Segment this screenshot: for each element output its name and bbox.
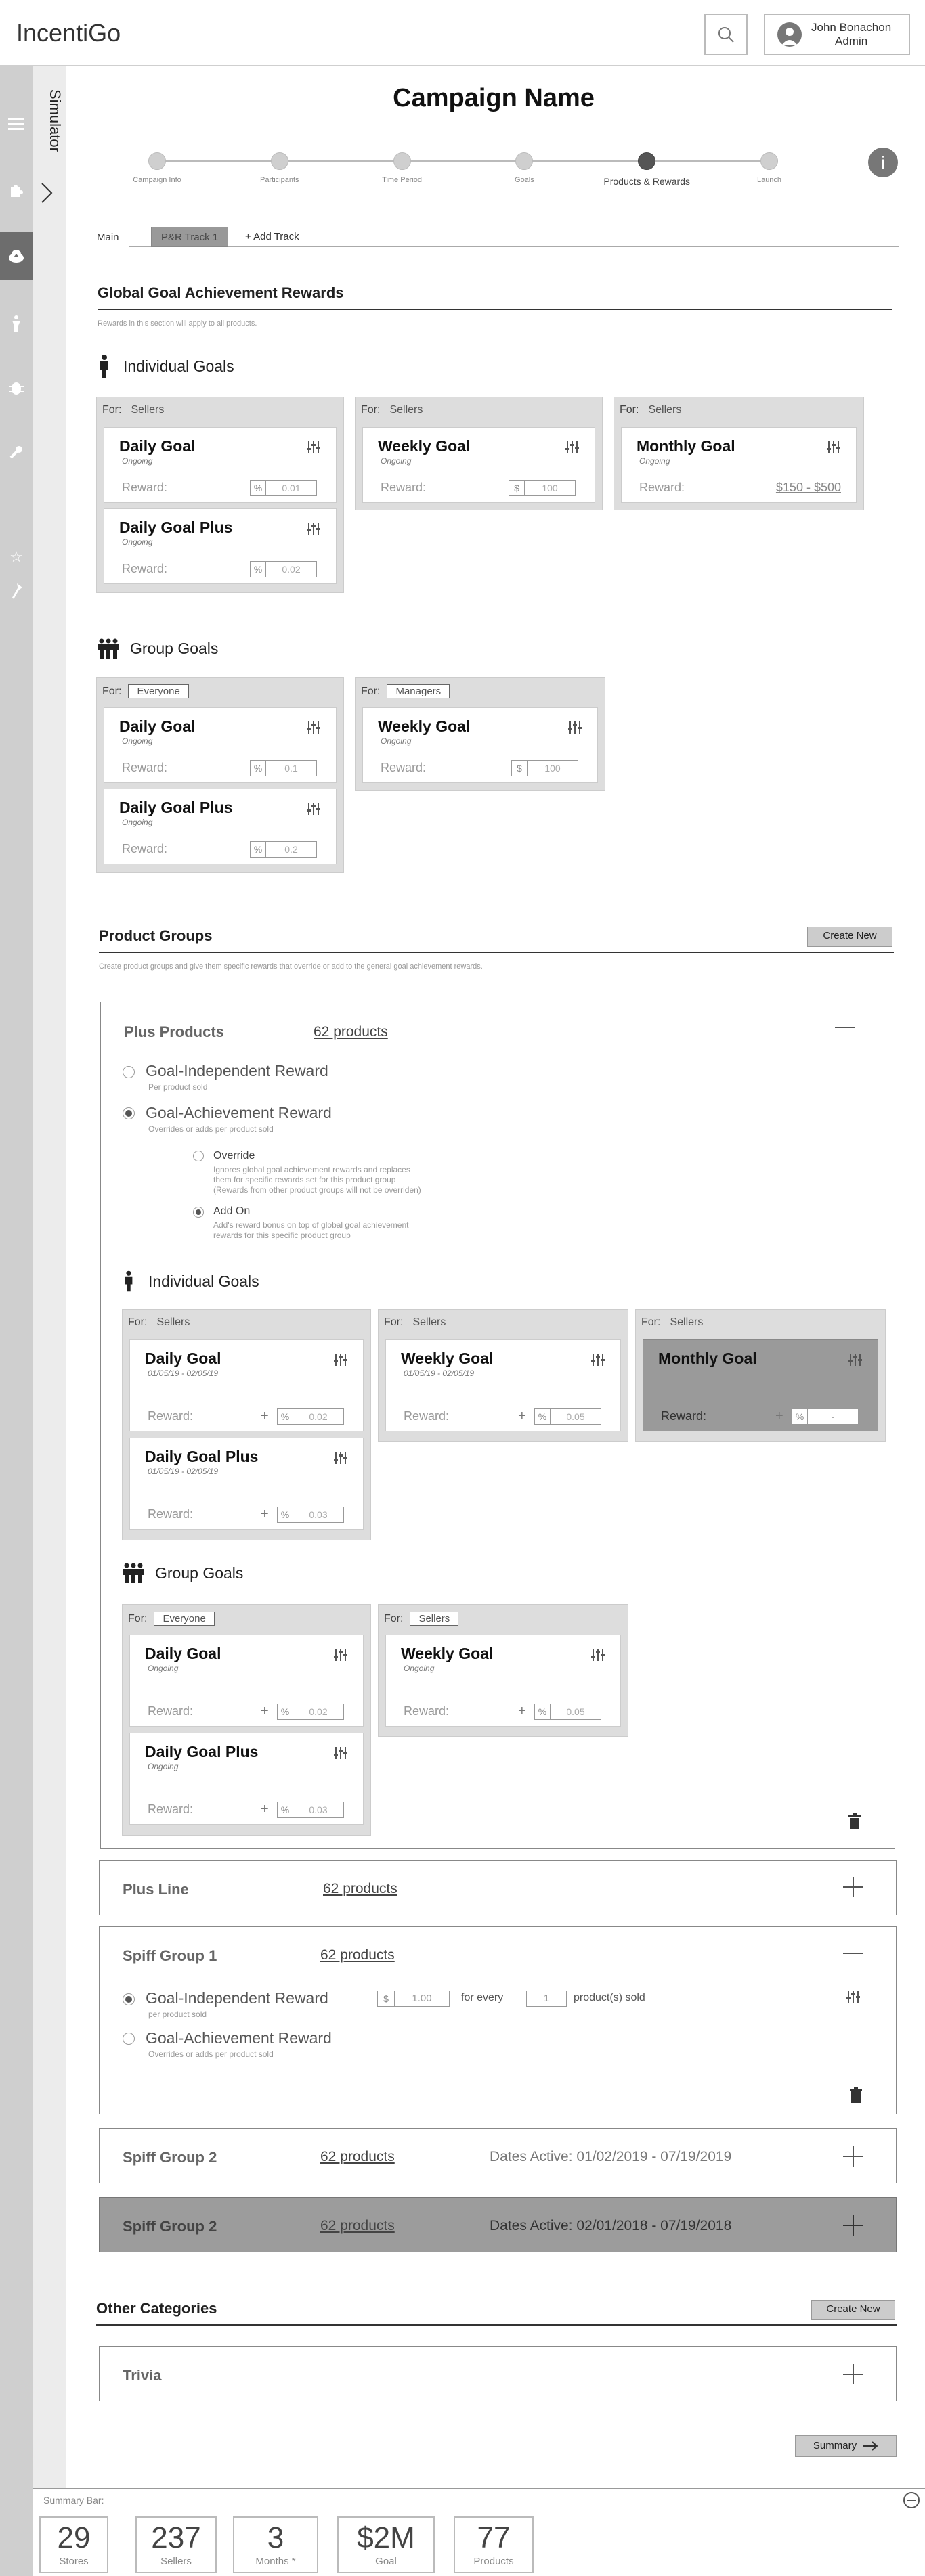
stat-label: Sellers [160,2556,192,2567]
search-button[interactable] [704,14,748,55]
reward-unit: % [534,1408,551,1425]
stepper-track [157,160,769,162]
tune-icon[interactable] [306,801,321,816]
goal-name: Daily Goal [119,437,196,455]
currency-unit: $ [377,1991,395,2007]
products-sold-label: product(s) sold [574,1992,645,2003]
goal-period: 01/05/19 - 02/05/19 [148,1369,219,1378]
goal-name: Daily Goal Plus [145,1448,259,1465]
for-label: For: [102,685,122,697]
reward-label: Reward: [381,481,427,494]
reward-unit: $ [509,480,525,496]
create-category-button[interactable]: Create New [811,2300,895,2320]
for-label: For: [361,404,381,416]
simulator-label[interactable]: Simulator [47,89,64,152]
tool-icon[interactable] [0,567,33,615]
user-name: John Bonachon [811,21,892,34]
goal-name: Daily Goal Plus [119,518,233,536]
for-row [361,684,450,698]
summary-button-label: Summary [813,2440,857,2451]
reward-unit: % [534,1704,551,1720]
audience-value: Sellers [412,1316,446,1328]
trash-icon[interactable] [847,1813,863,1831]
goal-period: Ongoing [122,456,153,466]
goal-card[interactable] [129,1339,364,1431]
stat-value: 77 [477,2521,511,2554]
goal-box [96,677,344,873]
goal-independent-label: Goal-Independent Reward [146,1062,328,1080]
goal-box [122,1309,371,1540]
audience-value: Sellers [156,1316,190,1328]
section-divider [99,952,894,953]
product-group-spiff-group-2-inactive[interactable] [99,2197,897,2252]
goal-card[interactable] [104,789,337,864]
goal-box [122,1604,371,1836]
goal-card[interactable] [385,1635,621,1727]
reward-unit: % [277,1802,293,1818]
user-role: Admin [834,35,868,47]
audience-value: Sellers [648,404,682,416]
goal-box [355,397,603,510]
cloud-upload-icon[interactable] [0,232,33,280]
tab-main[interactable]: Main [87,227,129,247]
products-count-link[interactable]: 62 products [320,2218,395,2234]
audience-value: Sellers [389,404,423,416]
stat-label: Products [473,2556,514,2567]
menu-icon[interactable] [0,100,33,148]
tune-icon[interactable] [567,720,582,735]
track-tabs [87,227,899,247]
for-label: For: [384,1316,404,1328]
stat-value: 29 [57,2521,91,2554]
goal-card[interactable] [621,427,857,503]
reward-value-input[interactable]: 0.05 [550,1704,601,1720]
stat-label: Stores [59,2556,89,2567]
for-row [128,1316,190,1329]
step-2-dot[interactable] [393,152,411,170]
global-rewards-title: Global Goal Achievement Rewards [98,284,344,301]
audience-value[interactable]: Sellers [410,1612,458,1626]
goal-name: Daily Goal [145,1350,221,1367]
reward-label: Reward: [148,1802,194,1816]
reward-value-input[interactable]: - [807,1408,859,1425]
step-1-label[interactable]: Participants [260,176,299,184]
reward-label: Reward: [122,481,168,494]
group-name: Plus Products [124,1023,224,1040]
add-on-desc-line: Add's reward bonus on top of global goal achievement [213,1220,409,1230]
app-logo[interactable]: IncentiGo [16,19,121,47]
goal-card[interactable] [104,508,337,584]
goal-achievement-sub: Overrides or adds per product sold [148,2049,274,2059]
goal-name: Monthly Goal [637,437,735,455]
reward-label: Reward: [122,562,168,575]
left-nav-rail [0,66,33,2576]
reward-unit: % [250,760,266,776]
group-name: Spiff Group 1 [123,1947,217,1964]
goal-card[interactable] [362,707,598,783]
reward-value-input[interactable]: 100 [527,760,578,776]
star-icon[interactable]: ☆ [9,548,23,565]
products-count-link[interactable]: 62 products [320,1947,395,1963]
for-row [641,1316,703,1329]
goal-card[interactable] [104,707,337,783]
reward-value-input[interactable]: 0.1 [265,760,317,776]
reward-unit: % [277,1507,293,1523]
goal-period: Ongoing [148,1664,179,1673]
goal-period: Ongoing [122,537,153,547]
reward-label: Reward: [122,761,168,774]
stat-products [454,2516,534,2573]
reward-unit: % [277,1408,293,1425]
goal-card[interactable] [129,1733,364,1825]
goal-period: Ongoing [381,456,412,466]
category-trivia[interactable] [99,2346,897,2401]
goal-achievement-sub: Overrides or adds per product sold [148,1124,274,1134]
page-title: Campaign Name [393,84,595,112]
group-icon [98,638,119,659]
reward-unit: % [250,841,266,858]
stat-value: 237 [151,2521,201,2554]
goal-independent-radio[interactable] [123,1066,135,1078]
goal-name: Weekly Goal [401,1350,494,1367]
step-5-label[interactable]: Launch [756,176,782,184]
simulator-panel [33,66,66,2576]
reward-label: Reward: [122,842,168,856]
reward-value-input[interactable]: 0.02 [293,1408,344,1425]
individual-goals-heading [98,355,234,378]
summary-button[interactable] [795,2435,897,2457]
for-row [384,1612,458,1626]
for-label: For: [128,1316,148,1328]
info-icon[interactable]: i [868,148,898,177]
audience-value: Sellers [670,1316,704,1328]
create-product-group-button[interactable]: Create New [807,927,892,947]
reward-value-input[interactable]: 0.02 [265,561,317,577]
puzzle-icon[interactable] [0,168,33,215]
person-icon [123,1270,135,1292]
reward-label: Reward: [404,1409,450,1423]
user-menu-button[interactable] [764,14,910,55]
for-row [102,404,164,416]
override-desc-line: Ignores global goal achievement rewards and replaces [213,1165,410,1174]
quantity-input[interactable]: 1 [526,1991,567,2007]
bug-icon[interactable] [0,364,33,412]
reward-label: Reward: [148,1507,194,1521]
stat-label: Goal [375,2556,397,2567]
category-name: Trivia [123,2367,162,2384]
goal-achievement-radio[interactable] [123,1107,135,1119]
for-label: For: [384,1612,404,1624]
for-row [384,1316,446,1329]
section-divider [98,309,892,310]
search-icon [716,25,735,44]
chevron-right-icon[interactable] [39,181,54,209]
reward-unit: % [250,480,266,496]
step-0-dot[interactable] [148,152,166,170]
add-on-radio[interactable] [193,1207,204,1218]
reward-label: Reward: [404,1704,450,1718]
goal-period: Ongoing [122,736,153,746]
group-name: Plus Line [123,1881,189,1898]
goal-name: Weekly Goal [378,437,471,455]
avatar-icon [777,22,802,47]
plus-sign: + [518,1408,526,1423]
goal-name: Daily Goal Plus [145,1743,259,1760]
add-on-desc-line: rewards for this specific product group [213,1230,351,1240]
reward-unit: $ [511,760,528,776]
group-goals-label: Group Goals [130,639,219,657]
for-label: For: [620,404,639,416]
goal-independent-sub: per product sold [148,2009,207,2019]
tune-icon[interactable] [846,1989,861,2004]
collapse-icon[interactable] [834,1016,857,1039]
override-radio[interactable] [193,1151,204,1161]
goal-box [96,397,344,593]
reward-value-input[interactable]: 100 [524,480,576,496]
add-on-desc [213,1220,408,1241]
tune-icon[interactable] [306,440,321,455]
products-count-link[interactable]: 62 products [314,1024,388,1040]
step-2-label[interactable]: Time Period [382,176,423,184]
goal-achievement-label: Goal-Achievement Reward [146,1104,332,1122]
goal-period: Ongoing [404,1664,435,1673]
stat-sellers [135,2516,217,2573]
add-on-label: Add On [213,1205,251,1217]
goal-box [378,1309,628,1442]
reward-value-input[interactable]: 0.02 [293,1704,344,1720]
plus-sign: + [261,1802,269,1817]
step-5-dot[interactable] [760,152,778,170]
step-3-dot[interactable] [515,152,533,170]
audience-value[interactable]: Everyone [128,684,188,698]
for-label: For: [361,685,381,697]
goal-independent-label: Goal-Independent Reward [146,1989,328,2007]
override-desc-line: them for specific rewards set for this product group [213,1175,396,1184]
tune-icon[interactable] [590,1352,605,1367]
product-group-plus-line[interactable] [99,1860,897,1915]
for-label: For: [102,404,122,416]
tune-icon[interactable] [306,720,321,735]
goal-card[interactable] [104,427,337,503]
reward-amount-input[interactable]: 1.00 [394,1991,450,2007]
override-label: Override [213,1150,255,1161]
goal-card[interactable] [362,427,595,503]
for-label: For: [641,1316,661,1328]
override-desc [213,1165,421,1195]
individual-goals-label: Individual Goals [148,1272,259,1290]
for-row [361,404,423,416]
reward-value-input[interactable]: 0.05 [550,1408,601,1425]
expand-icon[interactable] [842,2214,865,2237]
stat-value: 3 [267,2521,284,2554]
goal-name: Monthly Goal [658,1350,757,1367]
tab-pr-track-1[interactable]: P&R Track 1 [151,227,228,247]
reward-label: Reward: [148,1704,194,1718]
goal-card[interactable] [385,1339,621,1431]
individual-goals-label: Individual Goals [123,357,234,375]
for-row [102,684,189,698]
section-divider [96,2324,897,2326]
tune-icon[interactable] [333,1450,348,1465]
stat-value: $2M [357,2521,415,2554]
group-name: Spiff Group 2 [123,2218,217,2235]
for-row [620,404,681,416]
user-info [811,21,891,48]
goal-independent-radio[interactable] [123,1993,135,2005]
goal-period: Ongoing [381,736,412,746]
goal-box [355,677,605,791]
products-count-link[interactable]: 62 products [323,1881,397,1896]
reward-value-input[interactable]: 0.03 [293,1802,344,1818]
reward-value-input[interactable]: 0.03 [293,1507,344,1523]
step-0-label[interactable]: Campaign Info [133,176,181,184]
goal-box [614,397,864,510]
reward-value-input[interactable]: 0.01 [265,480,317,496]
audience-value: Sellers [131,404,165,416]
stat-stores [39,2516,108,2573]
goal-name: Daily Goal Plus [119,799,233,816]
expand-icon[interactable] [842,1875,865,1898]
step-1-dot[interactable] [271,152,288,170]
goal-card[interactable] [129,1635,364,1727]
audience-value[interactable]: Everyone [154,1612,214,1626]
plus-sign: + [261,1507,269,1522]
for-row [128,1612,215,1626]
collapse-summary-icon[interactable] [903,2492,920,2508]
plus-sign: + [261,1704,269,1718]
tune-icon[interactable] [306,521,321,536]
collapse-icon[interactable] [842,1942,865,1965]
goal-period: Ongoing [639,456,670,466]
reward-range-link[interactable]: $150 - $500 [775,481,841,494]
tune-icon[interactable] [826,440,841,455]
step-4-dot[interactable] [638,152,655,170]
dates-active: Dates Active: 02/01/2018 - 07/19/2018 [490,2218,732,2234]
goal-period: 01/05/19 - 02/05/19 [148,1467,219,1476]
goal-name: Weekly Goal [378,717,471,735]
goal-period: Ongoing [148,1762,179,1771]
reward-label: Reward: [148,1409,194,1423]
plus-sign: + [261,1408,269,1423]
tune-icon[interactable] [590,1647,605,1662]
goal-card[interactable] [129,1438,364,1530]
goal-name: Weekly Goal [401,1645,494,1662]
products-count-link[interactable]: 62 products [320,2149,395,2164]
person-icon[interactable] [0,300,33,347]
stat-months [233,2516,318,2573]
for-every-label: for every [461,1992,504,2003]
add-track-button[interactable]: + Add Track [245,231,299,242]
wrench-icon[interactable] [0,428,33,476]
tune-icon[interactable] [848,1352,863,1367]
goal-achievement-radio[interactable] [123,2033,135,2045]
tune-icon[interactable] [333,1352,348,1367]
reward-unit: % [277,1704,293,1720]
stat-goal [337,2516,435,2573]
reward-unit: % [792,1408,808,1425]
dates-active: Dates Active: 01/02/2019 - 07/19/2019 [490,2149,732,2164]
goal-period: Ongoing [122,818,153,827]
goal-independent-sub: Per product sold [148,1082,208,1092]
other-categories-title: Other Categories [96,2300,217,2317]
individual-goals-heading [123,1270,259,1292]
arrow-right-icon [863,2441,878,2451]
override-desc-line: (Rewards from other product groups will not be overriden) [213,1185,421,1195]
tune-icon[interactable] [565,440,580,455]
product-group-spiff-group-1 [99,1926,897,2114]
goal-achievement-label: Goal-Achievement Reward [146,2029,332,2047]
goal-box [635,1309,886,1442]
step-4-label[interactable]: Products & Rewards [603,176,690,187]
group-goals-heading [123,1563,243,1583]
goal-card[interactable] [643,1339,878,1431]
product-group-spiff-group-2[interactable] [99,2128,897,2183]
for-label: For: [128,1612,148,1624]
reward-label: Reward: [639,481,685,494]
goal-name: Daily Goal [119,717,196,735]
reward-label: Reward: [381,761,427,774]
group-goals-heading [98,638,218,659]
global-rewards-subtitle: Rewards in this section will apply to all products. [98,319,257,328]
group-goals-label: Group Goals [155,1563,244,1582]
person-icon [98,355,111,378]
product-groups-subtitle: Create product groups and give them specific rewards that override or add to the general goal achievement rewards. [99,962,483,971]
group-icon [123,1563,144,1583]
tune-icon[interactable] [333,1647,348,1662]
goal-name: Daily Goal [145,1645,221,1662]
tune-icon[interactable] [333,1746,348,1760]
plus-sign: + [775,1408,783,1423]
plus-sign: + [518,1704,526,1718]
trash-icon[interactable] [848,2087,865,2104]
stat-label: Months * [255,2556,296,2567]
summary-bar-label: Summary Bar: [43,2495,104,2506]
step-3-label[interactable]: Goals [515,176,534,184]
product-groups-title: Product Groups [99,927,213,944]
audience-value[interactable]: Managers [387,684,450,698]
goal-box [378,1604,628,1737]
expand-icon[interactable] [842,2145,865,2168]
reward-value-input[interactable]: 0.2 [265,841,317,858]
reward-unit: % [250,561,266,577]
reward-label: Reward: [661,1409,707,1423]
group-name: Spiff Group 2 [123,2149,217,2166]
expand-icon[interactable] [842,2363,865,2386]
goal-period: 01/05/19 - 02/05/19 [404,1369,475,1378]
